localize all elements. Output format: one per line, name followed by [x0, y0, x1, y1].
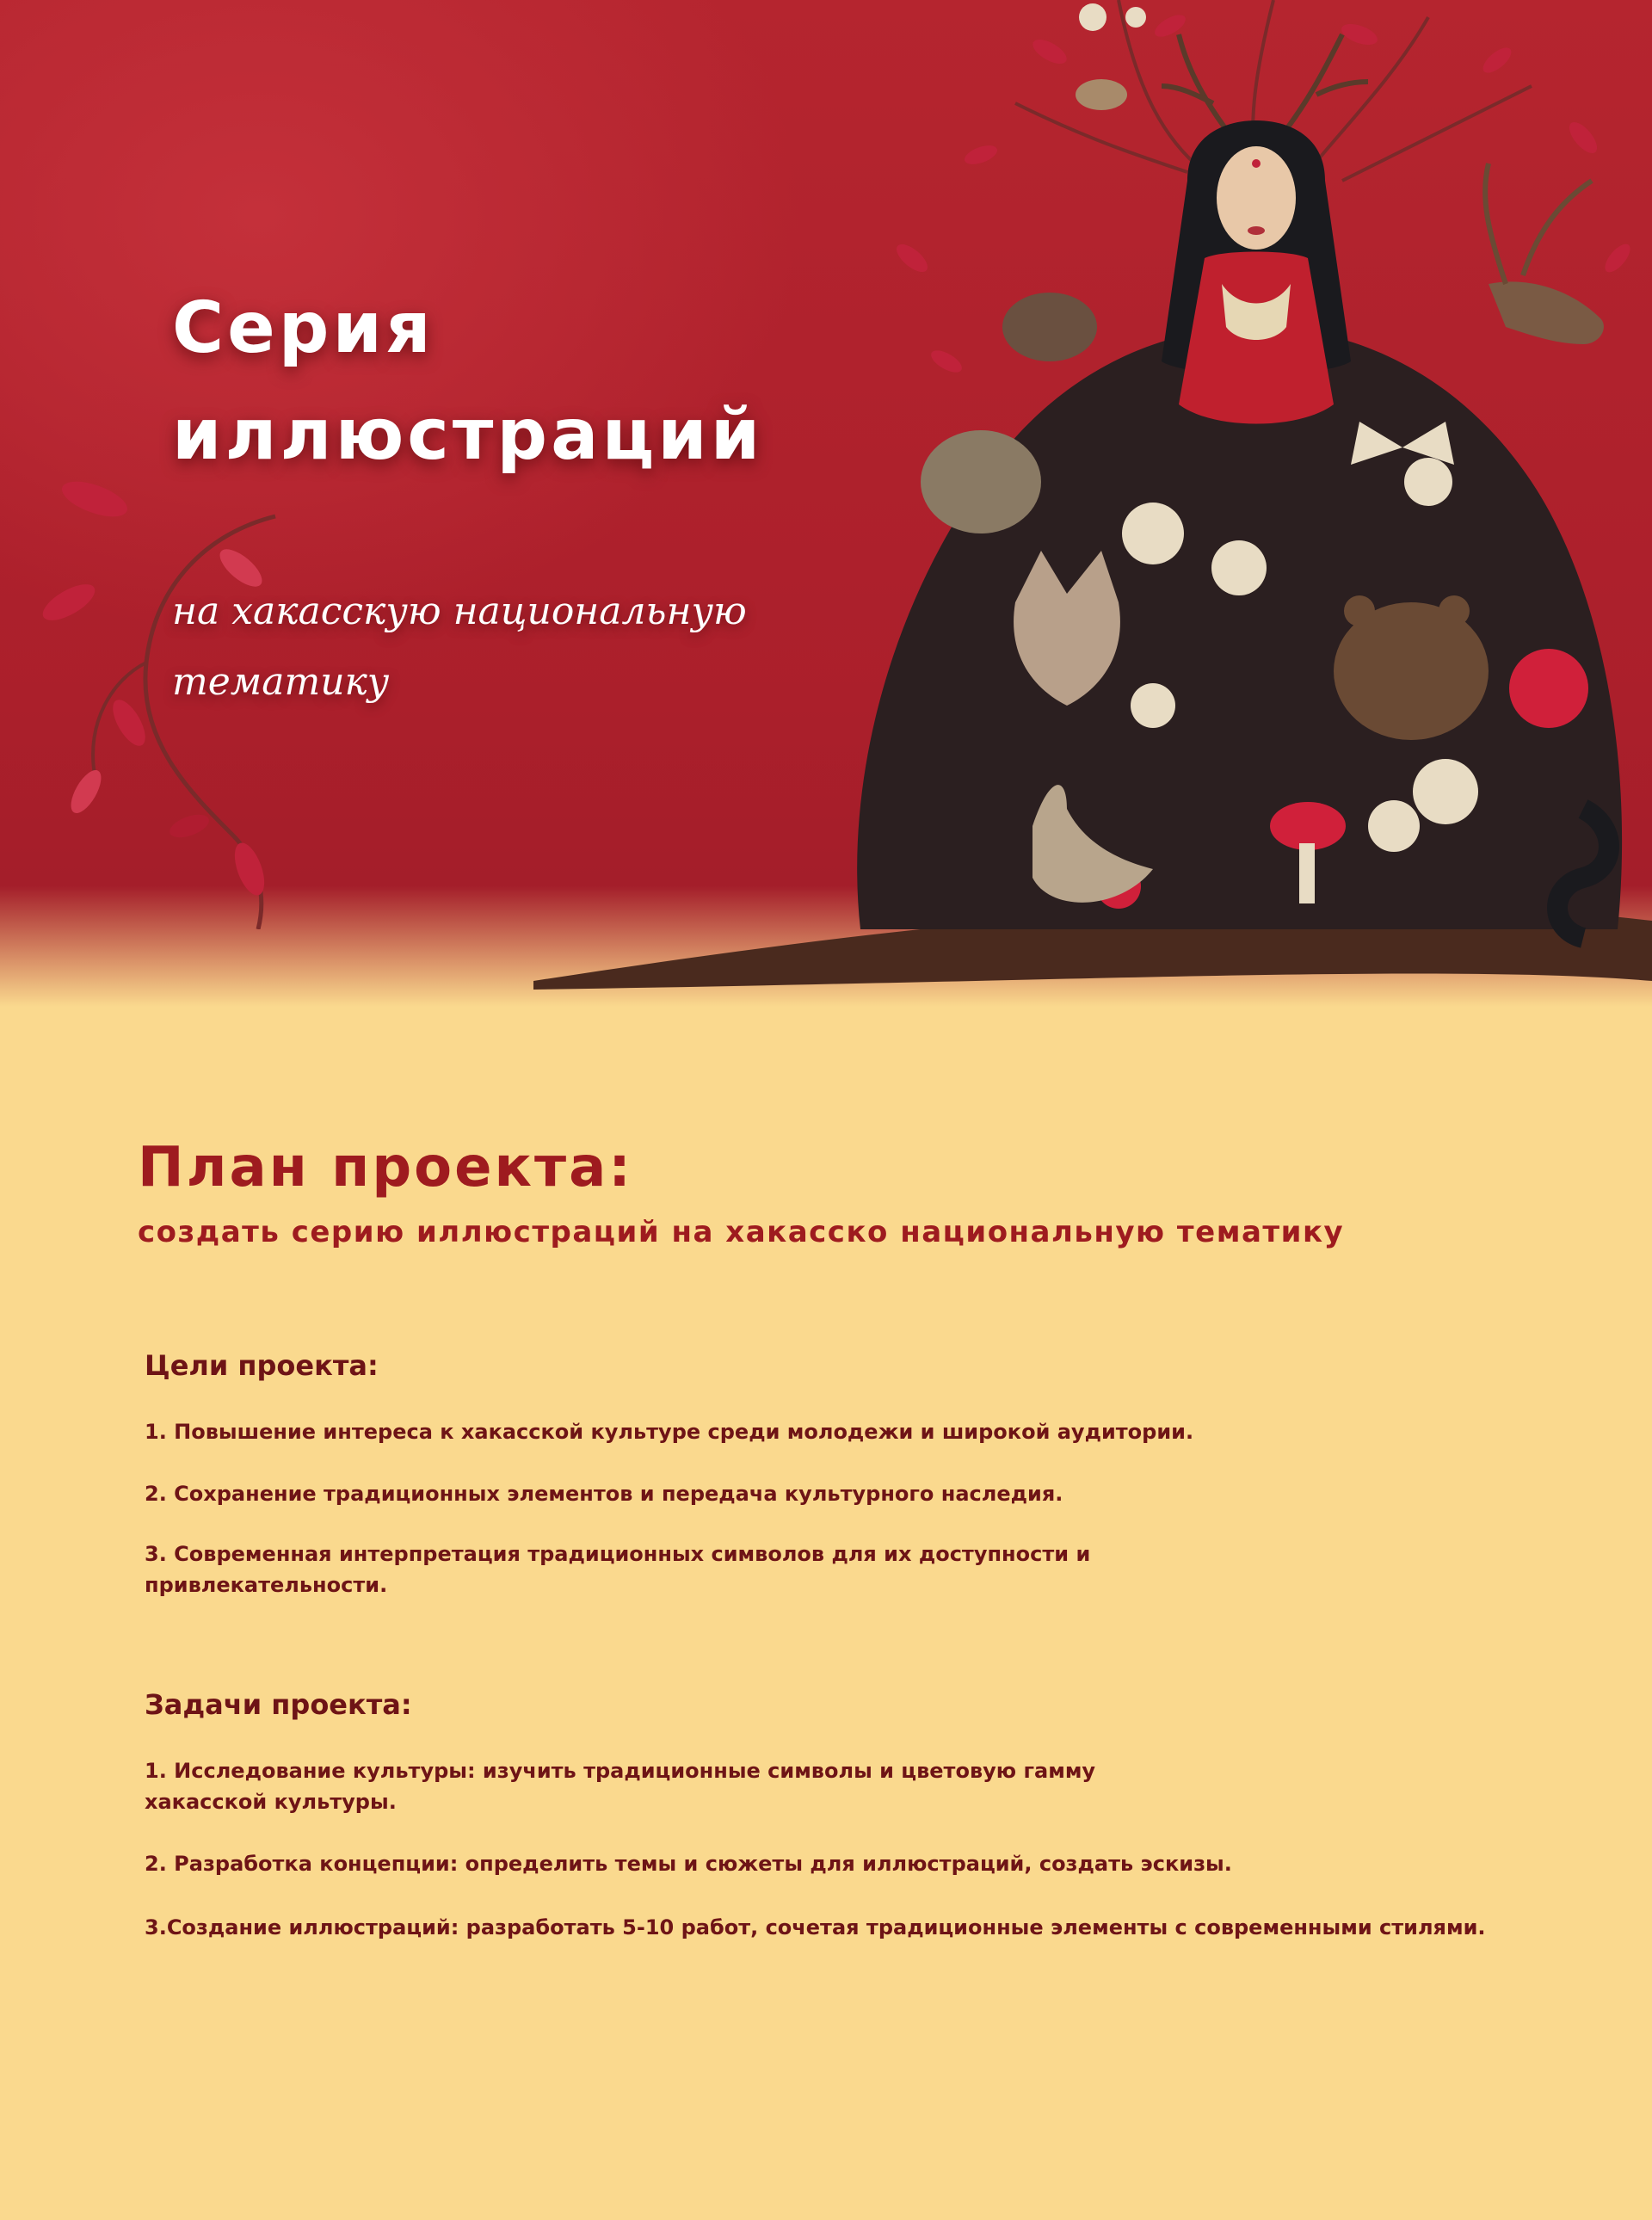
hero-banner: [0, 0, 1652, 1007]
goals-heading: Цели проекта:: [145, 1349, 379, 1382]
task-item-3: 3.Создание иллюстраций: разработать 5-10 работ, сочетая традиционные элементы с современными стилями.: [145, 1915, 1486, 1939]
plan-subtitle: создать серию иллюстраций на хакасско национальную тематику: [138, 1215, 1345, 1249]
tasks-heading: Задачи проекта:: [145, 1688, 412, 1721]
hero-subtitle: на хакасскую национальную тематику: [172, 589, 747, 704]
task-item-1: 1. Исследование культуры: изучить традиционные символы и цветовую гамму хакасской культуры.: [145, 1759, 1096, 1814]
goal-item-3: 3. Современная интерпретация традиционных символов для их доступности и привлекательности.: [145, 1542, 1091, 1597]
hero-title-line1: Серия: [172, 287, 435, 369]
hero-title-line2: иллюстраций: [172, 394, 764, 476]
goal-item-1: 1. Повышение интереса к хакасской культуре среди молодежи и широкой аудитории.: [145, 1420, 1194, 1444]
khakas-illustration: [499, 0, 1652, 1007]
task-item-2: 2. Разработка концепции: определить темы и сюжеты для иллюстраций, создать эскизы.: [145, 1852, 1232, 1876]
plan-title: План проекта:: [138, 1136, 633, 1199]
goal-item-2: 2. Сохранение традиционных элементов и передача культурного наследия.: [145, 1482, 1063, 1506]
